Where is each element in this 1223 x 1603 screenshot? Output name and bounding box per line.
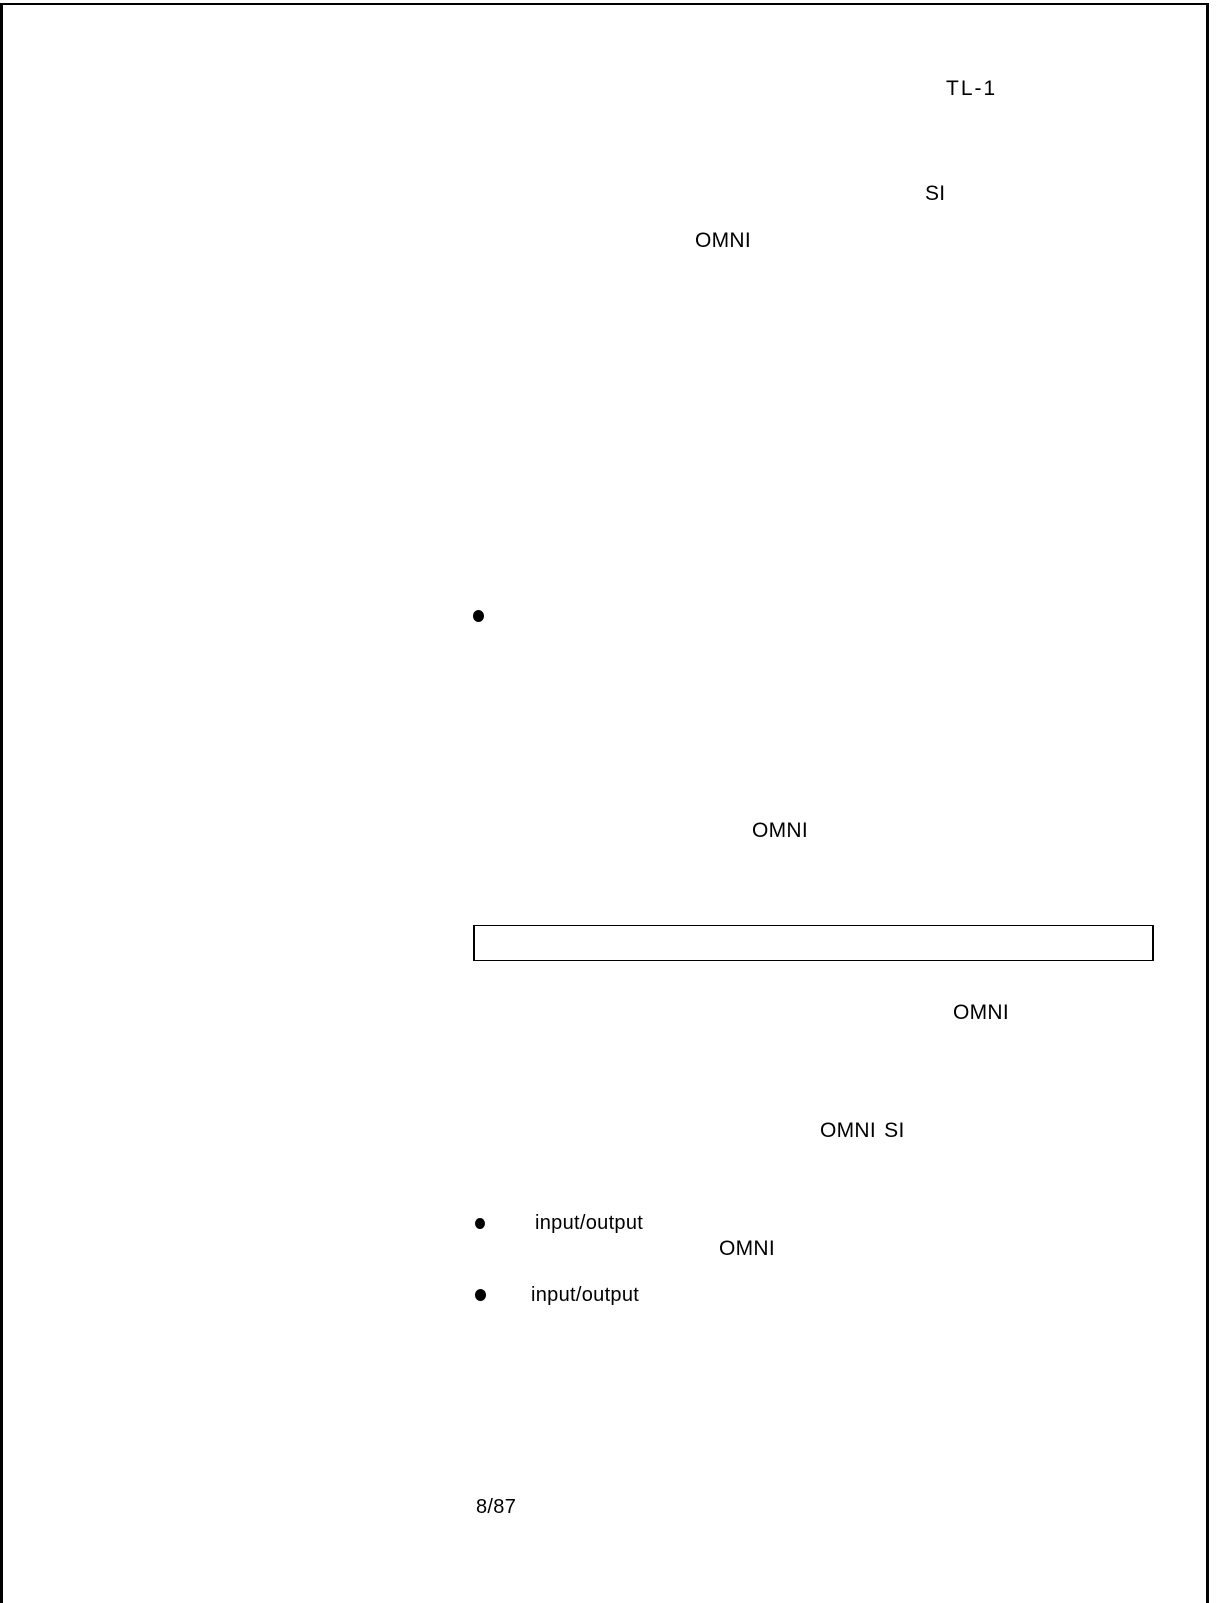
bullet-icon (473, 610, 484, 622)
text-fragment-input-output: input/output (531, 1284, 640, 1306)
text-fragment-omni-si: OMNI SI (820, 1119, 905, 1142)
section-label: TL-1 (946, 77, 998, 100)
note-box (473, 925, 1154, 961)
text-fragment-omni: OMNI (719, 1237, 776, 1260)
page-border (0, 3, 1209, 1603)
bullet-icon (475, 1289, 486, 1301)
text-fragment-input-output: input/output (535, 1212, 644, 1234)
text-fragment-omni: OMNI (695, 229, 752, 252)
text-fragment-omni: OMNI (752, 819, 809, 842)
bullet-icon (475, 1218, 485, 1229)
text-fragment-omni: OMNI (953, 1001, 1010, 1024)
footer-date: 8/87 (476, 1496, 517, 1518)
text-fragment-si: SI (925, 182, 946, 205)
